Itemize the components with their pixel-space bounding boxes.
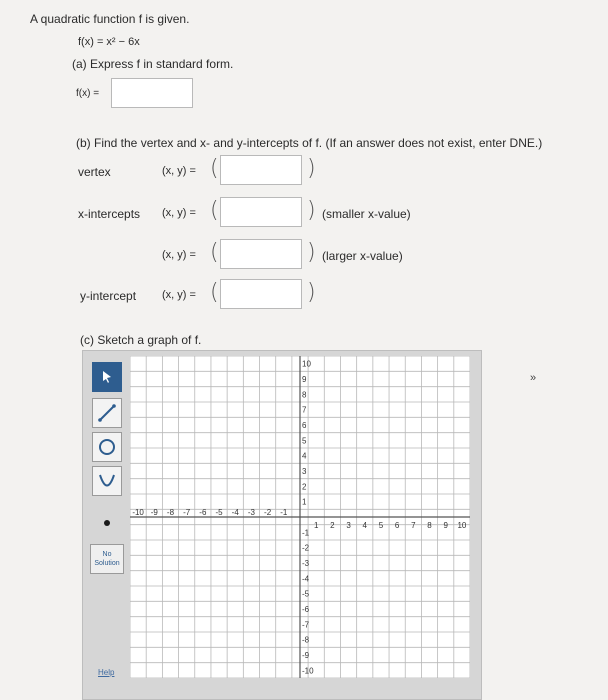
y-tick-label: -5 bbox=[302, 589, 310, 599]
vertex-input[interactable] bbox=[220, 155, 302, 185]
y-intercept-close-paren: ) bbox=[307, 280, 316, 305]
pointer-tool-button[interactable] bbox=[92, 362, 122, 392]
pointer-icon bbox=[100, 370, 114, 384]
y-tick-label: -6 bbox=[302, 605, 310, 614]
x-tick-label: -4 bbox=[231, 508, 239, 517]
x-tick-label: -8 bbox=[166, 508, 175, 517]
x-tick-label: -10 bbox=[132, 508, 144, 517]
coordinate-grid[interactable] bbox=[130, 356, 470, 678]
y-intercept-xy-label: (x, y) = bbox=[162, 289, 196, 301]
y-tick-label: -2 bbox=[302, 543, 310, 553]
y-tick-label: -3 bbox=[302, 559, 310, 568]
x-intercepts-label: x-intercepts bbox=[78, 207, 141, 221]
y-tick-label: -1 bbox=[302, 528, 310, 538]
circle-tool-button[interactable] bbox=[92, 432, 122, 462]
y-tick-label: -7 bbox=[302, 620, 310, 630]
y-tick-label: -9 bbox=[302, 651, 310, 660]
y-tick-label: 6 bbox=[302, 421, 307, 430]
point-tool-button[interactable] bbox=[92, 508, 122, 538]
x-intercept-larger-input[interactable] bbox=[220, 239, 302, 269]
function-definition: f(x) = x² − 6x bbox=[78, 36, 140, 48]
expand-chevron-icon[interactable]: » bbox=[530, 372, 537, 384]
x-tick-label: -9 bbox=[150, 508, 158, 517]
x-tick-label: 6 bbox=[394, 521, 400, 530]
circle-icon bbox=[96, 436, 118, 458]
x-tick-label: 9 bbox=[443, 521, 448, 530]
x-tick-label: 4 bbox=[362, 521, 367, 530]
vertex-close-paren: ) bbox=[307, 156, 316, 181]
x-tick-label: 1 bbox=[313, 521, 319, 530]
y-tick-label: -4 bbox=[302, 574, 310, 584]
parabola-icon bbox=[96, 470, 118, 492]
line-icon bbox=[96, 402, 118, 424]
x-tick-label: 7 bbox=[411, 521, 416, 530]
x-tick-label: -5 bbox=[215, 508, 223, 517]
x-tick-label: -6 bbox=[199, 508, 207, 517]
y-tick-label: 2 bbox=[302, 482, 307, 492]
y-tick-label: -10 bbox=[302, 666, 314, 676]
x-intercept-smaller-input[interactable] bbox=[220, 197, 302, 227]
part-a-label: f(x) = bbox=[76, 88, 100, 99]
part-b-prompt: (b) Find the vertex and x- and y-intercepts of f. (If an answer does not exist, enter DNE.) bbox=[76, 136, 543, 150]
y-tick-label: 7 bbox=[302, 405, 307, 415]
vertex-xy-label: (x, y) = bbox=[162, 165, 196, 177]
x-tick-label: -1 bbox=[280, 508, 288, 517]
y-tick-label: 1 bbox=[302, 497, 307, 507]
x-tick-label: 2 bbox=[330, 521, 335, 530]
y-tick-label: 5 bbox=[302, 436, 307, 446]
y-intercept-label: y-intercept bbox=[80, 289, 137, 303]
line-tool-button[interactable] bbox=[92, 398, 122, 428]
x-intercept-1-close-paren: ) bbox=[307, 198, 316, 223]
y-tick-label: 8 bbox=[302, 390, 307, 400]
x-tick-label: 5 bbox=[378, 521, 384, 530]
part-c-prompt: (c) Sketch a graph of f. bbox=[80, 333, 202, 347]
y-tick-label: 9 bbox=[302, 375, 307, 384]
x-tick-label: 3 bbox=[346, 521, 351, 530]
y-intercept-open-paren: ( bbox=[210, 280, 219, 305]
larger-x-value-note: (larger x-value) bbox=[322, 249, 403, 263]
intro-text: A quadratic function f is given. bbox=[30, 12, 190, 26]
y-tick-label: -8 bbox=[302, 635, 310, 645]
x-intercept-2-close-paren: ) bbox=[307, 240, 316, 265]
standard-form-input[interactable] bbox=[111, 78, 193, 108]
vertex-open-paren: ( bbox=[210, 156, 219, 181]
x-tick-label: 10 bbox=[457, 521, 467, 530]
x-intercept-2-open-paren: ( bbox=[210, 240, 219, 265]
no-solution-button[interactable]: No Solution bbox=[90, 544, 124, 574]
help-link[interactable]: Help bbox=[98, 668, 115, 677]
vertex-label: vertex bbox=[78, 165, 111, 179]
y-tick-label: 4 bbox=[302, 451, 307, 461]
x-intercept-1-open-paren: ( bbox=[210, 198, 219, 223]
graph-toolbar bbox=[86, 356, 128, 696]
x-tick-label: -3 bbox=[247, 508, 255, 517]
y-tick-label: 10 bbox=[302, 359, 311, 369]
x-intercept-1-xy-label: (x, y) = bbox=[162, 207, 196, 219]
smaller-x-value-note: (smaller x-value) bbox=[322, 207, 411, 221]
part-a-prompt: (a) Express f in standard form. bbox=[72, 57, 234, 71]
x-tick-label: -2 bbox=[264, 508, 272, 517]
parabola-tool-button[interactable] bbox=[92, 466, 122, 496]
point-icon bbox=[102, 518, 112, 528]
x-tick-label: -7 bbox=[183, 508, 191, 517]
x-tick-label: 8 bbox=[427, 521, 432, 530]
x-intercept-2-xy-label: (x, y) = bbox=[162, 249, 196, 261]
y-tick-label: 3 bbox=[302, 467, 307, 476]
y-intercept-input[interactable] bbox=[220, 279, 302, 309]
